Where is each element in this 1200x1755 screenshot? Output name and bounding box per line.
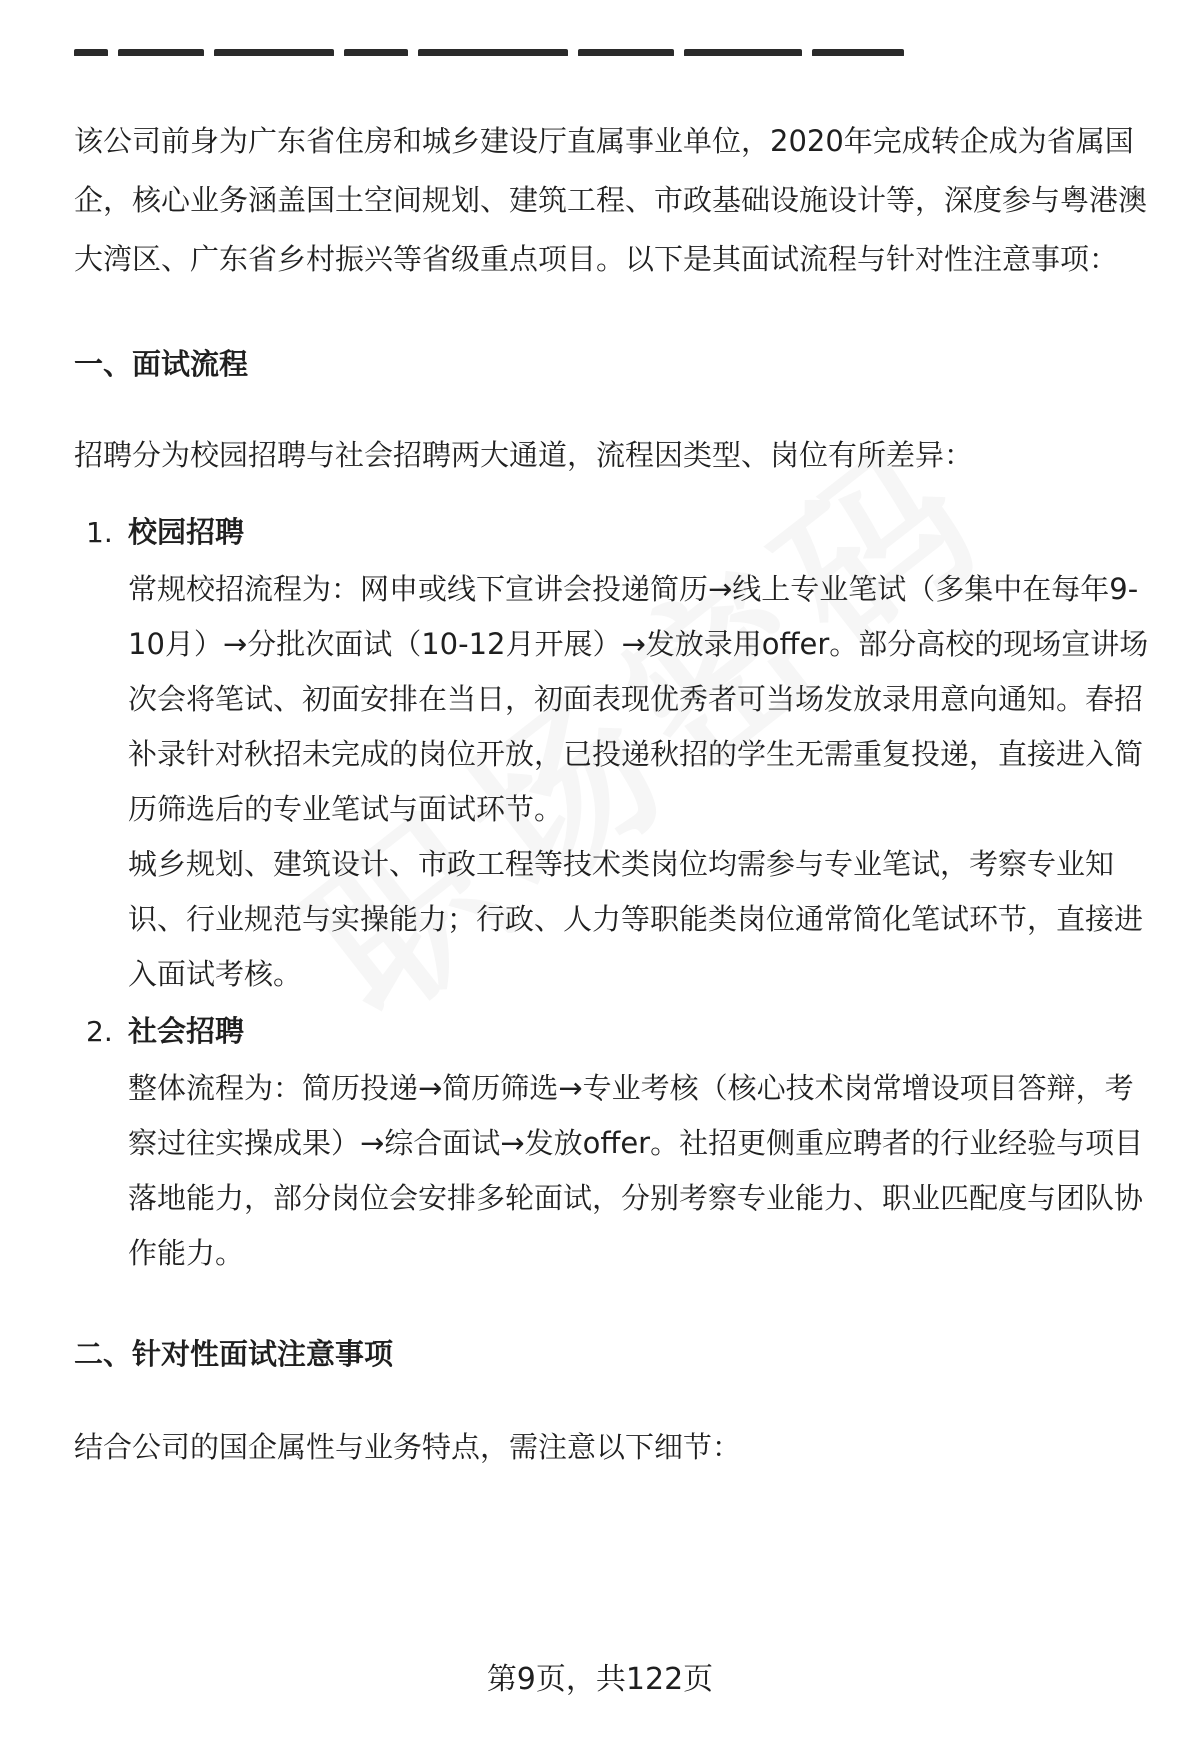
list-item-body: 常规校招流程为：网申或线下宣讲会投递简历→线上专业笔试（多集中在每年9-10月）→分批次面试（10-12月开展）→发放录用offer。部分高校的现场宣讲场次会将笔试、初面安排在当日，初面表现优秀者可当场发放录用意向通知。春招补录针对秋招未完成的岗位开放，已投递秋招的学生无需重复投递，直接进入简历筛选后的专业笔试与面试环节。 [128, 572, 1149, 826]
list-item-title: 校园招聘 [128, 515, 245, 549]
intro-paragraph: 该公司前身为广东省住房和城乡建设厅直属事业单位，2020年完成转企成为省属国企，核心业务涵盖国土空间规划、建筑工程、市政基础设施设计等，深度参与粤港澳大湾区、广东省乡村振兴等省级重点项目。以下是其面试流程与针对性注意事项： [74, 124, 1148, 276]
list-item-body: 城乡规划、建筑设计、市政工程等技术类岗位均需参与专业笔试，考察专业知识、行业规范与实操能力；行政、人力等职能类岗位通常简化笔试环节，直接进入面试考核。 [128, 847, 1144, 991]
list-number: 2. [86, 1015, 113, 1048]
section-heading-interview-process: 一、面试流程 [74, 347, 249, 381]
list-item-social-recruitment [74, 1002, 1150, 1281]
cut-off-text-line [74, 42, 974, 56]
document-content [74, 112, 1150, 1477]
section-lead-paragraph: 结合公司的国企属性与业务特点，需注意以下细节： [74, 1430, 742, 1464]
section-lead-paragraph: 招聘分为校园招聘与社会招聘两大通道，流程因类型、岗位有所差异： [74, 438, 974, 472]
list-item-title: 社会招聘 [128, 1014, 245, 1048]
list-item-body: 整体流程为：简历投递→简历筛选→专业考核（核心技术岗常增设项目答辩，考察过往实操成果）→综合面试→发放offer。社招更侧重应聘者的行业经验与项目落地能力，部分岗位会安排多轮面试，分别考察专业能力、职业匹配度与团队协作能力。 [128, 1071, 1144, 1270]
section-heading-interview-notes: 二、针对性面试注意事项 [74, 1337, 394, 1371]
list-number: 1. [86, 516, 113, 549]
list-item-campus-recruitment [74, 503, 1150, 1002]
page-number-footer: 第9页，共122页 [486, 1662, 714, 1697]
